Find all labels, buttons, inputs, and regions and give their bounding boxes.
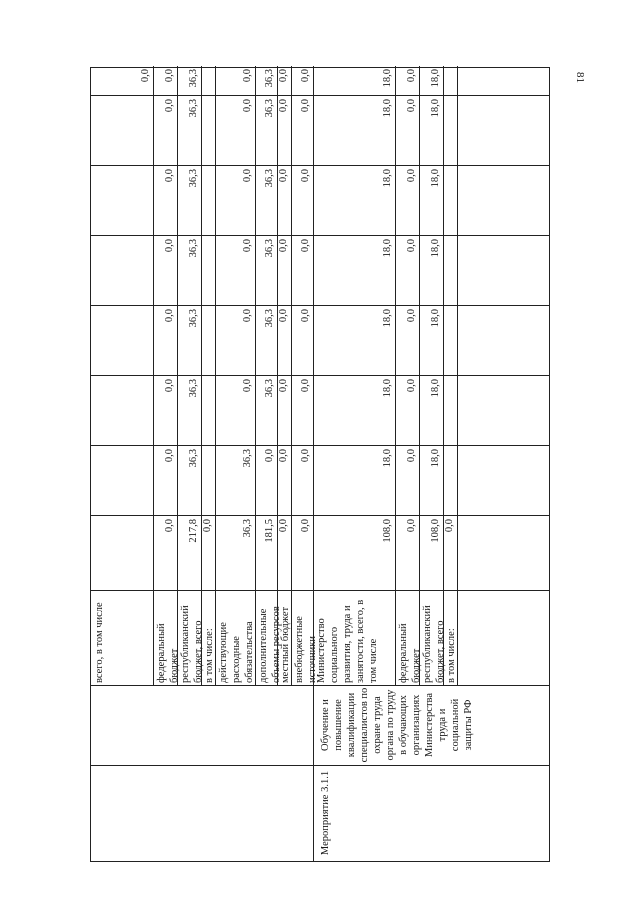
value-cell: 0,0 <box>300 169 311 183</box>
value-cell: 0,0 <box>300 309 311 323</box>
row-label: республиканский бюджет, всего <box>422 605 446 683</box>
row-label: в том числе: <box>446 628 457 683</box>
value-cell: 0,0 <box>264 449 275 463</box>
value-cell: 18,0 <box>430 99 441 118</box>
row-divider <box>457 66 458 686</box>
rotated-table-wrapper <box>90 67 550 862</box>
value-cell: 0,0 <box>242 69 253 83</box>
value-cell: 108,0 <box>382 519 393 543</box>
value-cell: 18,0 <box>382 99 393 118</box>
value-cell: 18,0 <box>430 309 441 328</box>
budget-table <box>90 67 550 862</box>
value-cell: 0,0 <box>300 239 311 253</box>
value-cell: 0,0 <box>278 239 289 253</box>
value-cell: 0,0 <box>406 379 417 393</box>
value-cell: 36,3 <box>264 239 275 258</box>
value-cell: 18,0 <box>382 69 393 88</box>
row-label: всего, в том числе <box>94 602 105 683</box>
row-label: местный бюджет <box>280 606 291 683</box>
value-cell: 36,3 <box>188 449 199 468</box>
value-cell: 0,0 <box>406 309 417 323</box>
value-cell: 36,3 <box>188 239 199 258</box>
value-cell: 0,0 <box>242 169 253 183</box>
value-cell: 217,8 <box>188 519 199 543</box>
value-cell: 0,0 <box>164 449 175 463</box>
value-cell: 18,0 <box>430 169 441 188</box>
value-cell: 0,0 <box>278 379 289 393</box>
column-divider <box>91 515 549 516</box>
column-divider <box>91 375 549 376</box>
value-cell: 18,0 <box>382 239 393 258</box>
value-cell: 36,3 <box>264 169 275 188</box>
value-cell: 0,0 <box>278 99 289 113</box>
column-divider <box>91 235 549 236</box>
column-divider <box>91 445 549 446</box>
value-cell: 0,0 <box>164 99 175 113</box>
value-cell: 18,0 <box>382 449 393 468</box>
value-cell: 0,0 <box>202 519 213 533</box>
value-cell: 0,0 <box>164 69 175 83</box>
page-number: 81 <box>574 72 586 83</box>
value-cell: 0,0 <box>242 239 253 253</box>
row-divider <box>177 66 178 686</box>
row-label: внебюджетные источники <box>294 616 318 683</box>
row-divider <box>395 66 396 686</box>
value-cell: 0,0 <box>164 309 175 323</box>
value-cell: 36,3 <box>188 309 199 328</box>
measure-executor: Министерство социального развития, труда и занятости, всего, в том числе <box>316 599 379 683</box>
section-divider <box>313 66 314 861</box>
value-cell: 0,0 <box>278 449 289 463</box>
value-cell: 18,0 <box>382 379 393 398</box>
value-cell: 18,0 <box>430 69 441 88</box>
row-divider <box>443 66 444 686</box>
value-cell: 36,3 <box>242 449 253 468</box>
value-cell: 0,0 <box>300 519 311 533</box>
column-divider <box>91 95 549 96</box>
value-cell: 0,0 <box>278 519 289 533</box>
row-label: федеральный бюджет <box>156 623 180 683</box>
row-label: в том числе: <box>204 628 215 683</box>
value-cell: 18,0 <box>430 379 441 398</box>
value-cell: 18,0 <box>382 309 393 328</box>
value-cell: 0,0 <box>406 169 417 183</box>
row-divider <box>291 66 292 686</box>
row-label: дополнительные объемы ресурсов <box>258 606 282 683</box>
value-cell: 0,0 <box>406 239 417 253</box>
value-cell: 0,0 <box>300 69 311 83</box>
column-divider <box>91 590 549 591</box>
value-cell: 0,0 <box>300 99 311 113</box>
value-cell: 0,0 <box>140 69 151 83</box>
value-cell: 0,0 <box>242 379 253 393</box>
value-cell: 0,0 <box>278 309 289 323</box>
value-cell: 108,0 <box>430 519 441 543</box>
row-label: действующие расходные обязательства <box>218 621 255 683</box>
value-cell: 0,0 <box>278 69 289 83</box>
value-cell: 36,3 <box>188 379 199 398</box>
value-cell: 0,0 <box>278 169 289 183</box>
value-cell: 0,0 <box>406 69 417 83</box>
value-cell: 36,3 <box>264 99 275 118</box>
row-label: республиканский бюджет, всего <box>180 605 204 683</box>
value-cell: 36,3 <box>264 309 275 328</box>
value-cell: 0,0 <box>406 519 417 533</box>
value-cell: 36,3 <box>188 69 199 88</box>
value-cell: 0,0 <box>242 99 253 113</box>
value-cell: 0,0 <box>164 519 175 533</box>
value-cell: 36,3 <box>264 69 275 88</box>
row-divider <box>153 66 154 686</box>
measure-title: Обучение и повышение квалификации специалистов по охране труда органа по труду в обучающих организациях Министерства труда и социальной защиты РФ <box>320 687 474 763</box>
value-cell: 0,0 <box>164 239 175 253</box>
value-cell: 36,3 <box>188 99 199 118</box>
column-divider <box>91 685 549 686</box>
column-divider <box>91 765 549 766</box>
value-cell: 0,0 <box>300 379 311 393</box>
value-cell: 0,0 <box>300 449 311 463</box>
measure-code: Мероприятие 3.1.1 <box>320 770 331 856</box>
value-cell: 0,0 <box>444 519 455 533</box>
value-cell: 36,3 <box>188 169 199 188</box>
value-cell: 181,5 <box>264 519 275 543</box>
value-cell: 18,0 <box>430 449 441 468</box>
value-cell: 0,0 <box>242 309 253 323</box>
column-divider <box>91 305 549 306</box>
value-cell: 18,0 <box>430 239 441 258</box>
value-cell: 0,0 <box>406 449 417 463</box>
value-cell: 0,0 <box>406 99 417 113</box>
column-divider <box>91 165 549 166</box>
value-cell: 36,3 <box>242 519 253 538</box>
value-cell: 36,3 <box>264 379 275 398</box>
value-cell: 0,0 <box>164 379 175 393</box>
row-divider <box>215 66 216 686</box>
value-cell: 0,0 <box>164 169 175 183</box>
row-divider <box>201 66 202 686</box>
row-label: федеральный бюджет <box>398 623 422 683</box>
value-cell: 18,0 <box>382 169 393 188</box>
row-divider <box>419 66 420 686</box>
row-divider <box>255 66 256 686</box>
